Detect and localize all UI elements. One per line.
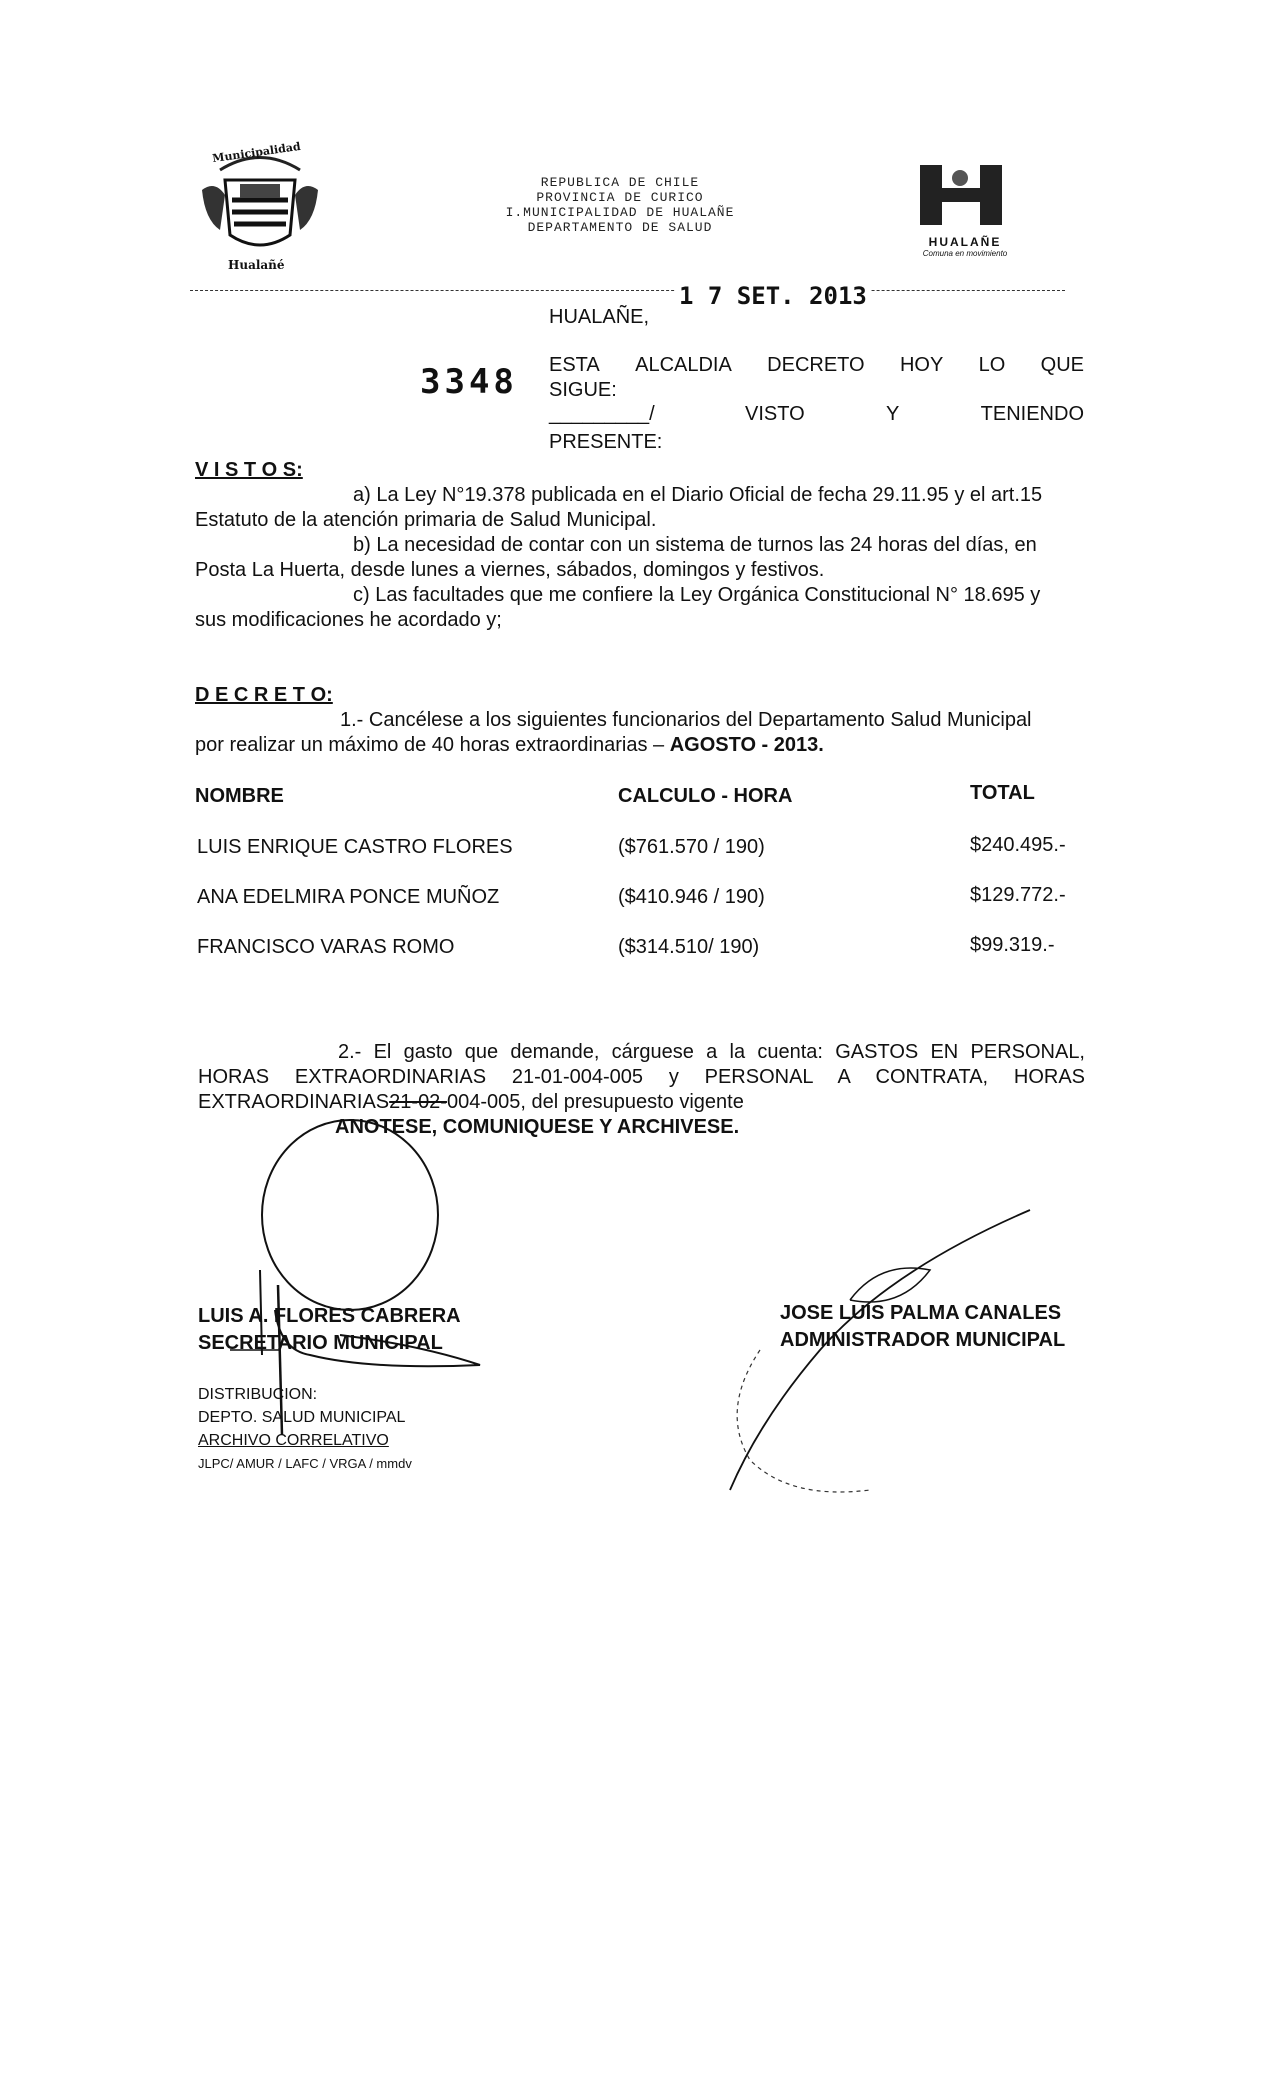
account-text-2: 004-005, del presupuesto vigente (446, 1091, 744, 1113)
row-total: $129.772.- (970, 884, 1066, 906)
intro-line-1 (549, 353, 1084, 378)
intro-word: HOY (899, 354, 944, 376)
left-logo-top-text: Municipalidad (211, 139, 302, 166)
decree-number: 3348 (420, 362, 518, 402)
hualane-h-logo-icon (910, 160, 1020, 230)
distribution-title: DISTRIBUCION: (198, 1386, 318, 1403)
decreto-p1-text: por realizar un máximo de 40 horas extraordinarias – (195, 734, 665, 756)
distribution-line: DEPTO. SALUD MUNICIPAL (198, 1409, 406, 1426)
decreto-period: AGOSTO - 2013. (669, 734, 824, 756)
hualane-logo (910, 160, 1020, 260)
distribution-line: ARCHIVO CORRELATIVO (198, 1432, 389, 1449)
row-calculo: ($314.510/ 190) (618, 936, 760, 958)
left-logo-bottom-text: Hualañé (228, 258, 285, 272)
date-stamp: 1 7 SET. 2013 (675, 282, 871, 310)
coat-of-arms-icon (190, 140, 330, 270)
place-text: HUALAÑE, (549, 306, 650, 328)
intro-word: VISTO (745, 403, 805, 425)
right-logo-slogan: Comuna en movimiento (922, 249, 1008, 258)
intro-line-3 (745, 402, 1084, 427)
intro-word: DECRETO (767, 354, 865, 376)
left-signer-name: LUIS A. FLORES CABRERA (198, 1305, 461, 1327)
right-signature-scribble (700, 1190, 1060, 1520)
vistos-c-line-1: c) Las facultades que me confiere la Ley Orgánica Constitucional N° 18.695 y (353, 584, 1041, 606)
intro-word: ESTA (549, 354, 600, 376)
distribution-initials: JLPC/ AMUR / LAFC / VRGA / mmdv (198, 1456, 412, 1471)
row-nombre: ANA EDELMIRA PONCE MUÑOZ (197, 886, 500, 908)
intro-line-4: PRESENTE: (549, 431, 663, 453)
vistos-b-line-1: b) La necesidad de contar con un sistema de turnos las 24 horas del días, en (353, 534, 1037, 556)
vistos-b-line-2: Posta La Huerta, desde lunes a viernes, sábados, domingos y festivos. (195, 559, 825, 581)
header-divider (190, 290, 1065, 291)
header-line: REPUBLICA DE CHILE (540, 175, 700, 190)
vistos-c-line-2: sus modificaciones he acordado y; (195, 609, 502, 631)
row-nombre: LUIS ENRIQUE CASTRO FLORES (197, 836, 513, 858)
header-line: PROVINCIA DE CURICO (536, 190, 704, 205)
account-text: EXTRAORDINARIAS (198, 1091, 390, 1113)
intro-line-2: SIGUE: (549, 379, 617, 401)
row-calculo: ($410.946 / 190) (618, 886, 765, 908)
intro-word: TENIENDO (980, 403, 1084, 425)
intro-line-3-blank: _________/ (549, 403, 655, 425)
vistos-a-line-1: a) La Ley N°19.378 publicada en el Diario Oficial de fecha 29.11.95 y el art.15 (353, 484, 1043, 506)
header-line: DEPARTAMENTO DE SALUD (527, 220, 713, 235)
table-header-calculo: CALCULO - HORA (618, 785, 793, 807)
decreto-p1-line-2 (195, 733, 824, 758)
header-institution-lines (470, 175, 770, 235)
decreto-p2-line-1: 2.- El gasto que demande, cárguese a la cuenta: GASTOS EN PERSONAL, (338, 1041, 1085, 1063)
left-signer-title: SECRETARIO MUNICIPAL (198, 1332, 443, 1354)
vistos-title: V I S T O S: (195, 459, 303, 481)
intro-word: QUE (1040, 354, 1084, 376)
decreto-p2-line-2: HORAS EXTRAORDINARIAS 21-01-004-005 y PERSONAL A CONTRATA, HORAS (198, 1066, 1085, 1088)
right-logo-name: HUALAÑE (928, 235, 1002, 249)
decreto-title: D E C R E T O: (195, 684, 333, 706)
row-nombre: FRANCISCO VARAS ROMO (197, 936, 455, 958)
table-header-nombre: NOMBRE (195, 785, 284, 807)
struck-account-code: 21-02- (389, 1091, 447, 1113)
row-total: $99.319.- (970, 934, 1055, 956)
table-header-total: TOTAL (970, 782, 1035, 804)
municipal-coat-of-arms (190, 140, 330, 270)
vistos-a-line-2: Estatuto de la atención primaria de Salud Municipal. (195, 509, 657, 531)
intro-word: Y (885, 403, 900, 425)
decreto-p1-line-1: 1.- Cancélese a los siguientes funcionarios del Departamento Salud Municipal (340, 709, 1032, 731)
row-calculo: ($761.570 / 190) (618, 836, 765, 858)
closing-formula: ANOTESE, COMUNIQUESE Y ARCHIVESE. (335, 1116, 740, 1138)
right-signer-name: JOSE LUIS PALMA CANALES (780, 1302, 1062, 1324)
row-total: $240.495.- (970, 834, 1066, 856)
intro-word: ALCALDIA (635, 354, 732, 376)
header-line: I.MUNICIPALIDAD DE HUALAÑE (505, 205, 735, 220)
intro-word: LO (978, 354, 1006, 376)
right-signer-title: ADMINISTRADOR MUNICIPAL (780, 1329, 1066, 1351)
